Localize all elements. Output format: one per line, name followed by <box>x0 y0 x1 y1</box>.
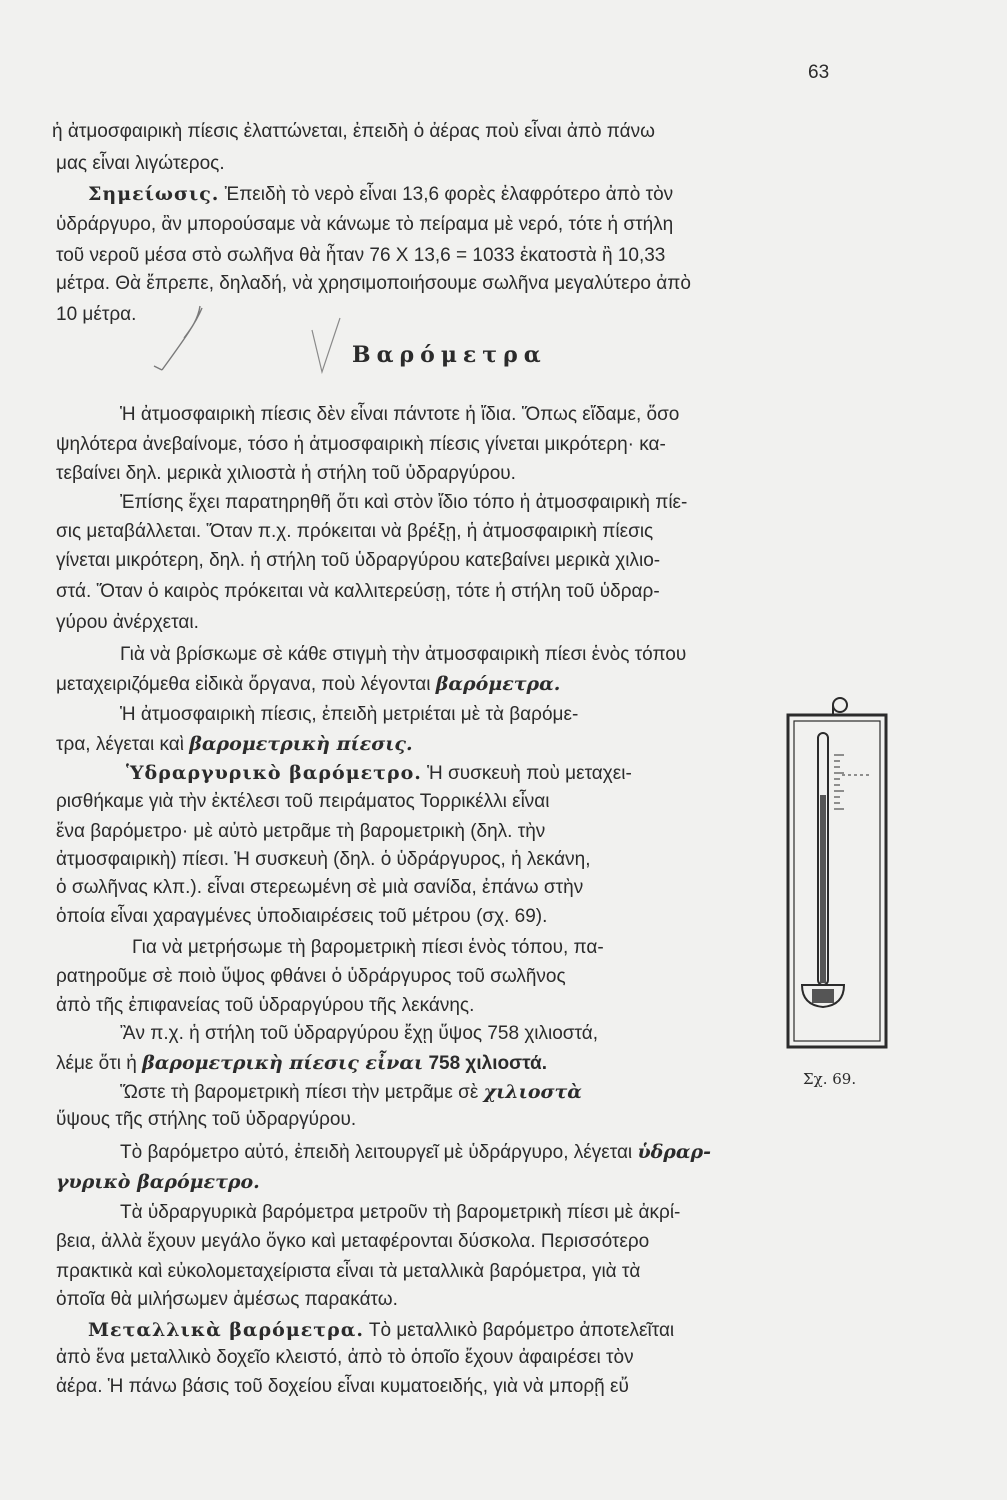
text-line <box>56 213 673 237</box>
line-text: Ἂν π.χ. ἡ στήλη τοῦ ὑδραργύρου ἔχῃ ὕψος 758 χιλιοστά, <box>120 1023 599 1044</box>
line-text: πρακτικὰ καὶ εὐκολομεταχείριστα εἶναι τὰ μεταλλικὰ βαρόμετρα, γιὰ τὰ <box>56 1261 641 1282</box>
line-text: γύρου ἀνέρχεται. <box>56 612 199 633</box>
line-text: Ἡ ἀτμοσφαιρικὴ πίεσις δὲν εἶναι πάντοτε ἡ ἴδια. Ὅπως εἴδαμε, ὅσο <box>120 404 680 425</box>
text-line <box>56 520 653 544</box>
text-line <box>120 1201 680 1225</box>
text-line <box>56 244 665 268</box>
text-line <box>56 303 136 327</box>
line-text: Γιὰ νὰ βρίσκωμε σὲ κάθε στιγμὴ τὴν ἀτμοσφαιρικὴ πίεσι ἑνὸς τόπου <box>120 644 687 665</box>
text-line <box>120 491 687 515</box>
line-text: ὁ σωλῆνας κλπ.). εἶναι στερεωμένη σὲ μιὰ σανίδα, ἐπάνω στὴν <box>56 877 584 898</box>
line-text: Ἐπειδὴ τὸ νερὸ εἶναι 13,6 φορὲς ἐλαφρότερο ἀπὸ τὸν <box>219 184 674 205</box>
text-line <box>56 1288 398 1312</box>
line-text: ἀτμοσφαιρικὴ) πίεσι. Ἡ συσκευὴ (δηλ. ὁ ὑδράργυρος, ἡ λεκάνη, <box>56 849 591 870</box>
section-heading: Βαρόμετρα <box>352 342 547 368</box>
text-line <box>56 848 591 872</box>
text-line <box>56 672 560 697</box>
text-line <box>56 1170 260 1195</box>
text-line <box>120 643 686 667</box>
text-line <box>56 876 583 900</box>
line-text: ἀπὸ τῆς ἐπιφανείας τοῦ ὑδραργύρου τῆς λεκάνης. <box>56 995 475 1016</box>
line-text: μεταχειριζόμεθα εἰδικὰ ὄργανα, ποὺ λέγονται <box>56 674 436 695</box>
text-line <box>56 994 474 1018</box>
barometer-figure <box>782 695 892 1053</box>
line-text: λέμε ὅτι ἡ <box>56 1053 143 1074</box>
line-text: ὁποῖα θὰ μιλήσωμεν ἀμέσως παρακάτω. <box>56 1289 398 1310</box>
line-text: ἕνα βαρόμετρο· μὲ αὐτὸ μετρᾶμε τὴ βαρομετρικὴ (δηλ. τὴν <box>56 821 546 842</box>
text-line <box>56 611 199 635</box>
text-line <box>56 1051 547 1076</box>
line-text: Για νὰ μετρήσωμε τὴ βαρομετρικὴ πίεσι ἑνὸς τόπου, πα- <box>132 937 604 958</box>
emphasized-term: ὑδραρ- <box>637 1141 712 1163</box>
line-text: στά. Ὅταν ὁ καιρὸς πρόκειται νὰ καλλιτερεύσῃ, τότε ἡ στήλη τοῦ ὑδραρ- <box>56 581 660 602</box>
text-line <box>56 433 666 457</box>
line-text: Τὰ ὑδραργυρικὰ βαρόμετρα μετροῦν τὴ βαρομετρικὴ πίεσι μὲ ἀκρί- <box>120 1202 681 1223</box>
text-line <box>56 905 547 929</box>
pencil-check-mark <box>300 310 360 380</box>
line-text: ψηλότερα ἀνεβαίνομε, τόσο ἡ ἀτμοσφαιρικὴ πίεσις γίνεται μικρότερη· κα- <box>56 434 666 455</box>
text-line <box>56 790 550 814</box>
text-line <box>56 152 225 176</box>
line-text: ὕψους τῆς στήλης τοῦ ὑδραργύρου. <box>56 1109 357 1130</box>
line-text: ρατηροῦμε σὲ ποιὸ ὕψος φθάνει ὁ ὑδράργυρος τοῦ σωλῆνος <box>56 966 566 987</box>
line-text: μας εἶναι λιγώτερος. <box>56 153 225 174</box>
line-text: τοῦ νεροῦ μέσα στὸ σωλῆνα θὰ ἦταν 76 X 13,6 = 1033 ἑκατοστὰ ἢ 10,33 <box>56 245 666 266</box>
text-line <box>120 1022 598 1046</box>
text-line <box>56 549 660 573</box>
text-line <box>56 1346 634 1370</box>
text-line <box>126 761 632 786</box>
figure-caption: Σχ. 69. <box>803 1070 857 1088</box>
line-text: τρα, λέγεται καὶ <box>56 734 190 755</box>
line-text: γίνεται μικρότερη, δηλ. ἡ στήλη τοῦ ὑδραργύρου κατεβαίνει μερικὰ χιλιο- <box>56 550 661 571</box>
line-text: ἀπὸ ἕνα μεταλλικὸ δοχεῖο κλειστό, ἀπὸ τὸ ὁποῖο ἔχουν ἀφαιρέσει τὸν <box>56 1347 634 1368</box>
line-text: βεια, ἀλλὰ ἔχουν μεγάλο ὄγκο καὶ μεταφέρονται δύσκολα. Περισσότερο <box>56 1231 650 1252</box>
line-text: Τὸ βαρόμετρο αὐτό, ἐπειδὴ λειτουργεῖ μὲ ὑδράργυρο, λέγεται <box>120 1142 638 1163</box>
text-line <box>56 1260 640 1284</box>
line-text: τεβαίνει δηλ. μερικὰ χιλιοστὰ ἡ στήλη τοῦ ὑδραργύρου. <box>56 463 516 484</box>
text-line <box>56 1108 356 1132</box>
emphasized-term: βαρόμετρα. <box>435 673 561 695</box>
line-text: ὁποία εἶναι χαραγμένες ὑποδιαιρέσεις τοῦ μέτρου (σχ. 69). <box>56 906 548 927</box>
text-line <box>56 820 545 844</box>
emphasized-term: βαρομετρικὴ πίεσις εἶναι <box>142 1052 424 1074</box>
paragraph-lead-heading: Σημείωσις. <box>88 183 220 205</box>
line-text-rest: 758 χιλιοστά. <box>423 1053 548 1074</box>
text-line <box>120 703 578 727</box>
line-text: Ἡ ἀτμοσφαιρικὴ πίεσις, ἐπειδὴ μετριέται μὲ τὰ βαρόμε- <box>120 704 579 725</box>
line-text: Ἐπίσης ἔχει παρατηρηθῆ ὅτι καὶ στὸν ἴδιο τόπο ἡ ἀτμοσφαιρικὴ πίε- <box>120 492 688 513</box>
text-line <box>88 182 673 207</box>
text-line <box>56 580 660 604</box>
paragraph-lead-heading: Μεταλλικὰ βαρόμετρα. <box>88 1319 364 1341</box>
line-text: Τὸ μεταλλικὸ βαρόμετρο ἀποτελεῖται <box>363 1320 675 1341</box>
line-text: Ὥστε τὴ βαρομετρικὴ πίεσι τὴν μετρᾶμε σὲ <box>120 1082 484 1103</box>
page-number: 63 <box>808 62 830 83</box>
line-text: 10 μέτρα. <box>56 304 137 325</box>
line-text: ἡ ἀτμοσφαιρικὴ πίεσις ἐλαττώνεται, ἐπειδὴ ὁ ἀέρας ποὺ εἶναι ἀπὸ πάνω <box>52 121 655 142</box>
text-line <box>120 1080 582 1105</box>
line-text: ὑδράργυρο, ἂν μπορούσαμε νὰ κάνωμε τὸ πείραμα μὲ νερό, τότε ἡ στήλη <box>56 214 674 235</box>
text-line <box>56 965 566 989</box>
emphasized-term: χιλιοστὰ <box>483 1081 582 1103</box>
text-line <box>120 403 679 427</box>
text-line <box>56 462 516 486</box>
line-text: μέτρα. Θὰ ἔπρεπε, δηλαδή, νὰ χρησιμοποιήσουμε σωλῆνα μεγαλύτερο ἀπὸ <box>56 273 691 294</box>
text-line <box>88 1318 674 1343</box>
paragraph-lead-heading: Ὑδραργυρικὸ βαρόμετρο. <box>126 762 422 784</box>
text-line <box>56 1230 649 1254</box>
line-text: ἀέρα. Ἡ πάνω βάσις τοῦ δοχείου εἶναι κυματοειδής, γιὰ νὰ μπορῇ εὔ <box>56 1376 629 1397</box>
text-line <box>52 120 655 144</box>
line-text: σις μεταβάλλεται. Ὅταν π.χ. πρόκειται νὰ βρέξῃ, ἡ ἀτμοσφαιρικὴ πίεσις <box>56 521 654 542</box>
emphasized-term: βαρομετρικὴ πίεσις. <box>189 733 413 755</box>
emphasized-term: γυρικὸ βαρόμετρο. <box>56 1171 260 1193</box>
text-line <box>56 272 691 296</box>
text-line <box>120 1140 711 1165</box>
pencil-slash-mark <box>140 300 220 380</box>
line-text: Ἡ συσκευὴ ποὺ μεταχει- <box>421 763 632 784</box>
line-text: ρισθήκαμε γιὰ τὴν ἐκτέλεσι τοῦ πειράματος Τορρικέλλι εἶναι <box>56 791 550 812</box>
text-line <box>132 936 604 960</box>
text-line <box>56 732 413 757</box>
text-line <box>56 1375 629 1399</box>
